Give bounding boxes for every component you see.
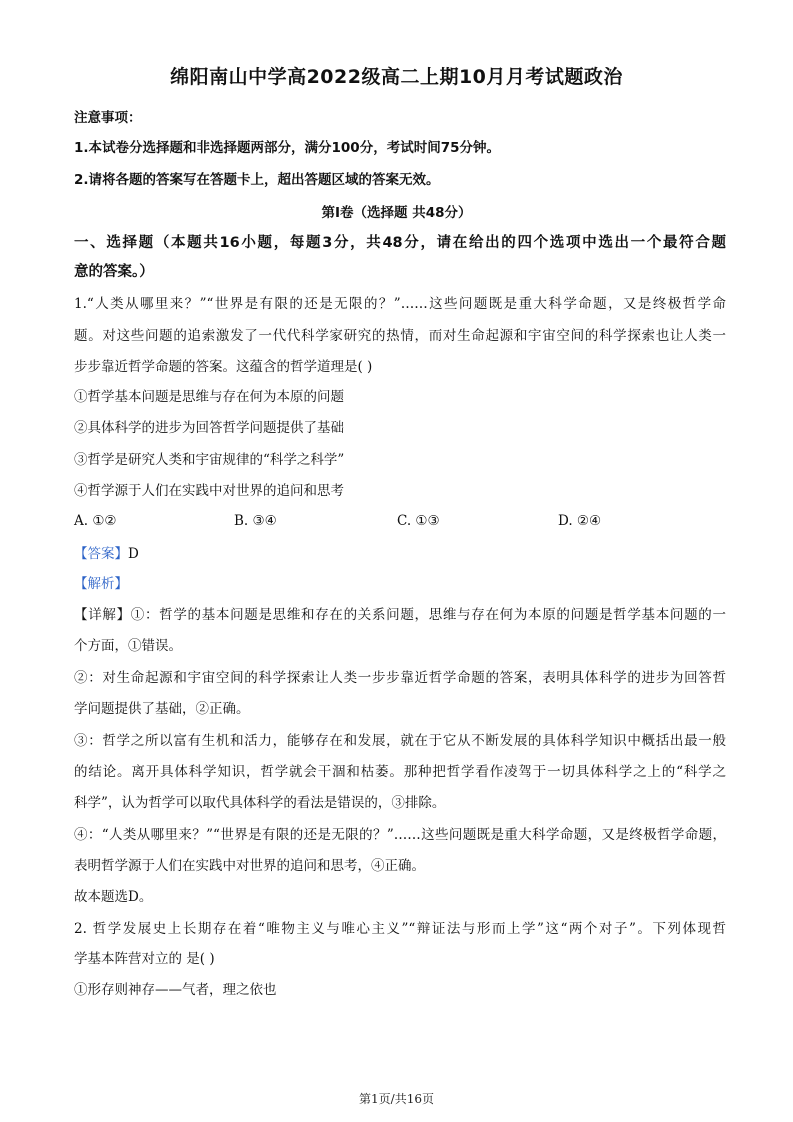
q1-detail-line-7: 科学”，认为哲学可以取代具体科学的看法是错误的，③排除。 [74, 795, 446, 811]
section-instruction-line-1: 一、选择题（本题共16小题，每题3分，共48分，请在给出的四个选项中选出一个最符合题 [74, 235, 726, 251]
q1-option-a: A. ①② [74, 513, 117, 529]
q1-detail-line-5: ③：哲学之所以富有生机和活力，能够存在和发展，就在于它从不断发展的具体科学知识中概括出最一般 [74, 733, 726, 749]
q1-detail-line-9: 表明哲学源于人们在实践中对世界的追问和思考，④正确。 [74, 858, 425, 874]
q1-detail-line-1: 【详解】①：哲学的基本问题是思维和存在的关系问题，思维与存在何为本原的问题是哲学基本问题的一 [74, 607, 726, 623]
answer-value: D [128, 546, 139, 562]
notice-heading: 注意事项： [74, 110, 142, 126]
analysis-tag: 【解析】 [74, 576, 128, 592]
q1-option-b: B. ③④ [234, 513, 277, 529]
q1-stem-line-1: 1.“人类从哪里来？”“世界是有限的还是无限的？”……这些问题既是重大科学命题，又是终极哲学命 [74, 296, 726, 312]
q1-detail-line-2: 个方面，①错误。 [74, 638, 182, 654]
q1-stem-line-2: 题。对这些问题的追索激发了一代代科学家研究的热情，而对生命起源和宇宙空间的科学探索也让人类一 [74, 328, 726, 344]
q1-detail-line-4: 学问题提供了基础，②正确。 [74, 701, 250, 717]
notice-item-1: 1.本试卷分选择题和非选择题两部分，满分100分，考试时间75分钟。 [74, 140, 500, 156]
q1-statement-3: ③哲学是研究人类和宇宙规律的“科学之科学” [74, 452, 345, 468]
q1-option-c: C. ①③ [397, 513, 440, 529]
page-footer: 第1页/共16页 [359, 1092, 434, 1106]
q1-statement-2: ②具体科学的进步为回答哲学问题提供了基础 [74, 420, 344, 436]
q1-detail-line-3: ②：对生命起源和宇宙空间的科学探索让人类一步步靠近哲学命题的答案，表明具体科学的进步为回答哲 [74, 670, 726, 686]
section-title: 第Ⅰ卷（选择题 共48分） [321, 205, 472, 221]
notice-item-2: 2.请将各题的答案写在答题卡上，超出答题区域的答案无效。 [74, 172, 440, 188]
q2-stem-line-2: 学基本阵营对立的 是( ) [74, 951, 215, 967]
q1-detail-line-10: 故本题选D。 [74, 889, 153, 905]
q1-stem-line-3: 步步靠近哲学命题的答案。这蕴含的哲学道理是( ) [74, 359, 373, 375]
q1-statement-1: ①哲学基本问题是思维与存在何为本原的问题 [74, 389, 344, 405]
q2-statement-1: ①形存则神存——气者，理之依也 [74, 982, 277, 998]
q1-detail-line-8: ④：“人类从哪里来？”“世界是有限的还是无限的？”……这些问题既是重大科学命题，又是终极哲学命题， [74, 827, 726, 843]
answer-tag: 【答案】 [74, 546, 128, 562]
q1-statement-4: ④哲学源于人们在实践中对世界的追问和思考 [74, 483, 344, 499]
page-title: 绵阳南山中学高2022级高二上期10月月考试题政治 [170, 66, 623, 88]
q1-answer-line [74, 544, 726, 564]
q1-detail-line-6: 的结论。离开具体科学知识，哲学就会干涸和枯萎。那种把哲学看作凌驾于一切具体科学之上的“科学之 [74, 764, 726, 780]
q2-stem-line-1: 2. 哲学发展史上长期存在着“唯物主义与唯心主义”“辩证法与形而上学”这“两个对子”。下列体现哲 [74, 921, 726, 937]
section-instruction-line-2: 意的答案。） [74, 264, 154, 280]
q1-option-d: D. ②④ [558, 513, 602, 529]
